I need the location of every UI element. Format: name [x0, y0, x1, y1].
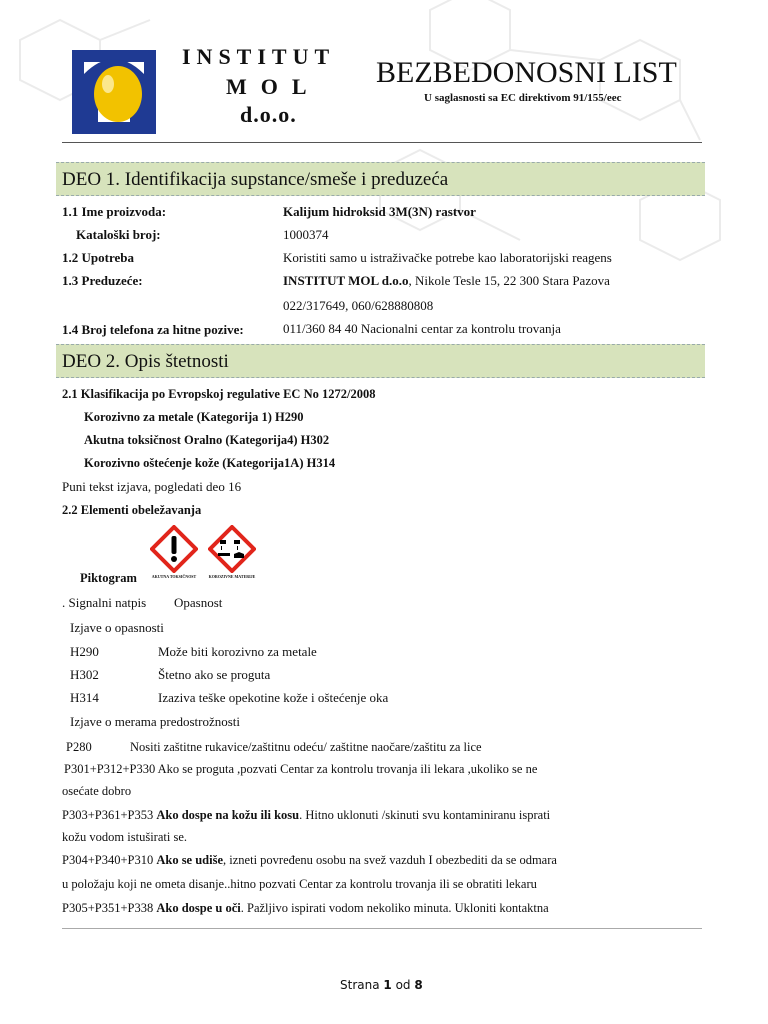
usage-value: Koristiti samo u istraživačke potrebe kao laboratorijski reagens: [283, 250, 612, 265]
exclamation-mark-pictogram-icon: [150, 525, 198, 573]
company-label: 1.3 Preduzeće:: [62, 273, 143, 288]
section1-heading: DEO 1. Identifikacija supstance/smeše i preduzeća: [56, 162, 705, 196]
p301-line1: P301+P312+P330 Ako se proguta ,pozvati Centar za kontrolu trovanja ili lekara ,ukoliko se ne: [64, 762, 538, 776]
page-prefix: Strana: [340, 978, 380, 992]
page-mid: od: [395, 978, 411, 992]
p304-line2: u položaju koji ne ometa disanje..hitno pozvati Centar za kontrolu trovanja ili se obratiti lekaru: [62, 877, 537, 891]
section2-heading: DEO 2. Opis štetnosti: [56, 344, 705, 378]
p280-text: Nositi zaštitne rukavice/zaštitnu odeću/ zaštitne naočare/zaštitu za lice: [130, 740, 482, 754]
hazard-code: H314: [70, 690, 99, 705]
company-phones: 022/317649, 060/628880808: [283, 298, 434, 313]
p303-line2: kožu vodom istuširati se.: [62, 830, 187, 844]
p304-line1: [62, 853, 557, 868]
hazard-code: H290: [70, 644, 99, 659]
classification-title: 2.1 Klasifikacija po Evropskoj regulative EC No 1272/2008: [62, 387, 376, 401]
page-current: 1: [383, 978, 392, 992]
p280-code: P280: [66, 740, 92, 754]
p305-rest: . Pažljivo ispirati vodom nekoliko minuta. Ukloniti kontaktna: [240, 901, 549, 915]
usage-label: 1.2 Upotreba: [62, 250, 134, 265]
label-elements-title: 2.2 Elementi obeležavanja: [62, 503, 202, 517]
p305-line1: [62, 901, 549, 916]
full-text-note: Puni tekst izjava, pogledati deo 16: [62, 479, 242, 494]
catalog-number-label: Kataloški broj:: [76, 227, 161, 242]
emergency-phone-value: 011/360 84 40 Nacionalni centar za kontrolu trovanja: [283, 321, 561, 336]
p303-bold: Ako dospe na kožu ili kosu: [156, 808, 300, 822]
pictogram-caption: KOROZIVNE MATERIJE: [208, 574, 256, 579]
precaution-statements-title: Izjave o merama predostrožnosti: [70, 714, 241, 729]
sheet-subtitle: U saglasnosti sa EC direktivom 91/155/eec: [424, 92, 622, 104]
corrosion-pictogram-icon: [208, 525, 256, 573]
p303-rest: . Hitno uklonuti /skinuti svu kontaminiranu isprati: [299, 808, 551, 822]
p304-bold: Ako se udiše: [156, 853, 224, 867]
signal-word-label: . Signalni natpis: [62, 595, 147, 610]
hazard-text: Izaziva teške opekotine kože i oštećenje oka: [158, 690, 389, 705]
institut-mol-logo: [70, 44, 158, 136]
p304-rest: , izneti povređenu osobu na svež vazduh I obezbediti da se odmara: [223, 853, 557, 867]
classification-item: Akutna toksičnost Oralno (Kategorija4) H302: [84, 433, 330, 447]
institute-name-line3: d.o.o.: [240, 102, 297, 127]
catalog-number-value: 1000374: [283, 227, 329, 242]
page-number: [340, 978, 423, 992]
page-total: 8: [414, 978, 423, 992]
header-divider: [62, 142, 702, 143]
pictogram-caption: AKUTNA TOKSIČNOST: [151, 574, 197, 579]
hazard-code: H302: [70, 667, 99, 682]
p305-bold: Ako dospe u oči: [156, 901, 241, 915]
company-name: INSTITUT MOL d.o.o: [283, 273, 409, 288]
p305-code: P305+P351+P338: [62, 901, 154, 915]
p303-line1: [62, 808, 550, 823]
emergency-phone-label: 1.4 Broj telefona za hitne pozive:: [62, 322, 244, 337]
hazard-text: Može biti korozivno za metale: [158, 644, 317, 659]
sheet-title: BEZBEDONOSNI LIST: [376, 56, 677, 89]
institute-name-line2: MOL: [226, 74, 321, 99]
company-address: , Nikole Tesle 15, 22 300 Stara Pazova: [408, 273, 610, 288]
p303-code: P303+P361+P353: [62, 808, 154, 822]
institute-name-line1: INSTITUT: [182, 44, 336, 69]
p301-line2: osećate dobro: [62, 784, 132, 798]
signal-word-value: Opasnost: [174, 595, 223, 610]
product-name-value: Kalijum hidroksid 3M(3N) rastvor: [283, 204, 476, 219]
company-value: [283, 273, 610, 289]
pictogram-label: Piktogram: [80, 571, 137, 585]
classification-item: Korozivno za metale (Kategorija 1) H290: [84, 410, 304, 424]
product-name-label: 1.1 Ime proizvoda:: [62, 204, 167, 219]
p304-code: P304+P340+P310: [62, 853, 154, 867]
hazard-statements-title: Izjave o opasnosti: [70, 620, 164, 635]
classification-item: Korozivno oštećenje kože (Kategorija1A) H314: [84, 456, 336, 470]
hazard-text: Štetno ako se proguta: [158, 667, 271, 682]
footer-divider: [62, 928, 702, 929]
